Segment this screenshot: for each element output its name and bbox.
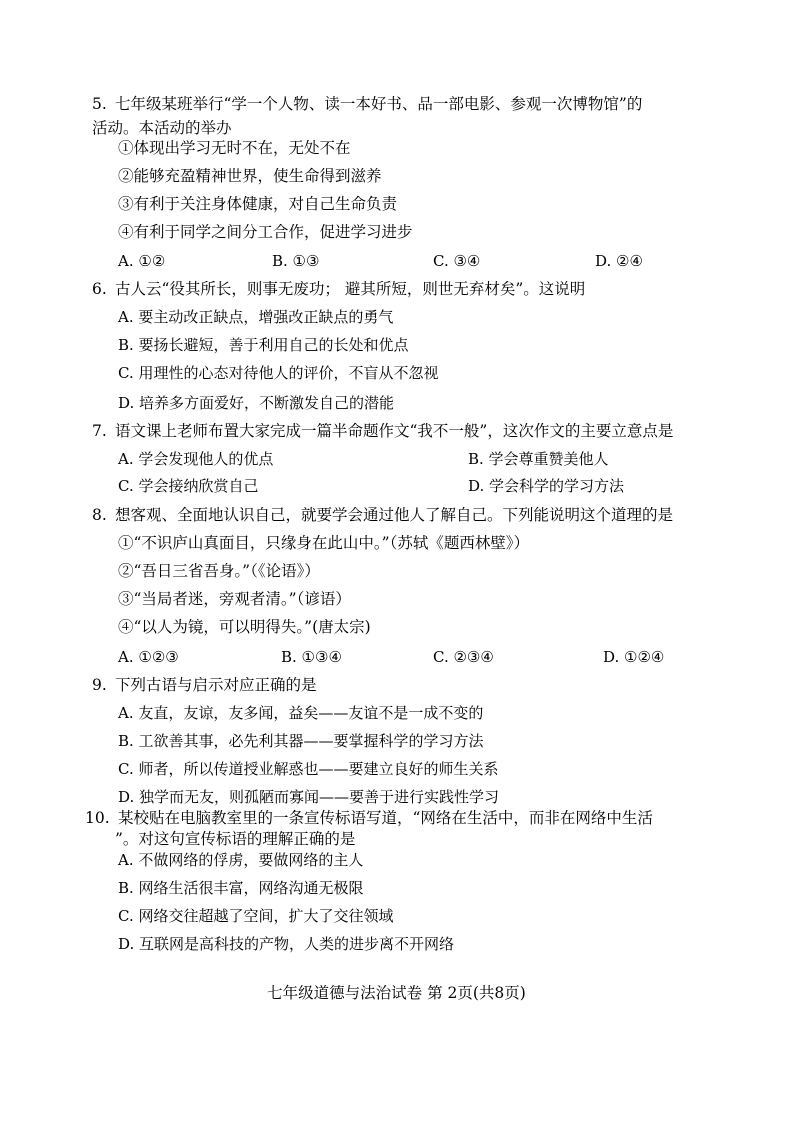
answer-option: B. 要扬长避短，善于利用自己的长处和优点: [118, 336, 409, 354]
answer-option: C. 网络交往超越了空间，扩大了交往领域: [118, 907, 394, 925]
answer-option: B. 网络生活很丰富，网络沟通无极限: [118, 879, 364, 897]
answer-option: A. ①②: [118, 252, 166, 270]
answer-option: C. 学会接纳欣赏自己: [118, 477, 259, 495]
answer-option: A. 不做网络的俘虏，要做网络的主人: [118, 851, 364, 869]
answer-option: B. ①③: [272, 252, 320, 270]
question-stem: 语文课上老师布置大家完成一篇半命题作文“我不一般”，这次作文的主要立意点是: [115, 422, 674, 440]
statement-item: ①“不识庐山真面目，只缘身在此山中。”（苏轼《题西林壁》）: [118, 534, 530, 552]
answer-option: C. 用理性的心态对待他人的评价，不盲从不忽视: [118, 364, 439, 382]
answer-option: C. ③④: [433, 252, 481, 270]
statement-item: ②能够充盈精神世界，使生命得到滋养: [118, 167, 382, 185]
answer-option: A. 学会发现他人的优点: [118, 450, 274, 468]
answer-option: D. 学会科学的学习方法: [468, 477, 625, 495]
statement-item: ③有利于关注身体健康，对自己生命负责: [118, 195, 398, 213]
answer-option: D. ①②④: [603, 648, 665, 666]
answer-option: A. ①②③: [118, 648, 179, 666]
question-stem: 下列古语与启示对应正确的是: [115, 676, 317, 694]
question-stem: 某校贴在电脑教室里的一条宣传标语写道，“网络在生活中，而非在网络中生活: [118, 809, 653, 827]
statement-item: ①体现出学习无时不在，无处不在: [118, 139, 351, 157]
answer-option: D. ②④: [595, 252, 643, 270]
question-number: 5.: [92, 95, 107, 113]
statement-item: ②“吾日三省吾身。”（《论语》）: [118, 562, 320, 580]
question-stem: 七年级某班举行“学一个人物、读一本好书、品一部电影、参观一次博物馆”的: [115, 95, 643, 113]
question-number: 8.: [92, 506, 107, 524]
question-number: 6.: [92, 280, 107, 298]
answer-option: A. 要主动改正缺点，增强改正缺点的勇气: [118, 308, 394, 326]
answer-option: B. 工欲善其事，必先利其器——要掌握科学的学习方法: [118, 732, 484, 750]
question-stem: 想客观、全面地认识自己，就要学会通过他人了解自己。下列能说明这个道理的是: [115, 506, 674, 524]
page-footer: 七年级道德与法治试卷 第 2页(共8页): [267, 984, 526, 1002]
answer-option: A. 友直，友谅，友多闻，益矣——友谊不是一成不变的: [118, 704, 484, 722]
question-stem: ”。对这句宣传标语的理解正确的是: [115, 830, 356, 848]
question-number: 10.: [85, 809, 110, 827]
answer-option: D. 培养多方面爱好，不断激发自己的潜能: [118, 394, 395, 412]
statement-item: ④有利于同学之间分工合作，促进学习进步: [118, 223, 413, 241]
answer-option: C. ②③④: [433, 648, 494, 666]
statement-item: ④“以人为镜，可以明得失。”(唐太宗): [118, 618, 371, 636]
answer-option: B. ①③④: [281, 648, 342, 666]
question-number: 7.: [92, 422, 107, 440]
question-number: 9.: [92, 676, 107, 694]
statement-item: ③“当局者迷，旁观者清。”（谚语）: [118, 590, 351, 608]
answer-option: D. 独学而无友，则孤陋而寡闻——要善于进行实践性学习: [118, 788, 500, 806]
answer-option: B. 学会尊重赞美他人: [468, 450, 609, 468]
question-stem: 古人云“役其所长，则事无废功； 避其所短，则世无弃材矣”。这说明: [115, 280, 586, 298]
question-stem: 活动。本活动的举办: [92, 119, 232, 137]
answer-option: C. 师者，所以传道授业解惑也——要建立良好的师生关系: [118, 760, 499, 778]
answer-option: D. 互联网是高科技的产物，人类的进步离不开网络: [118, 935, 455, 953]
